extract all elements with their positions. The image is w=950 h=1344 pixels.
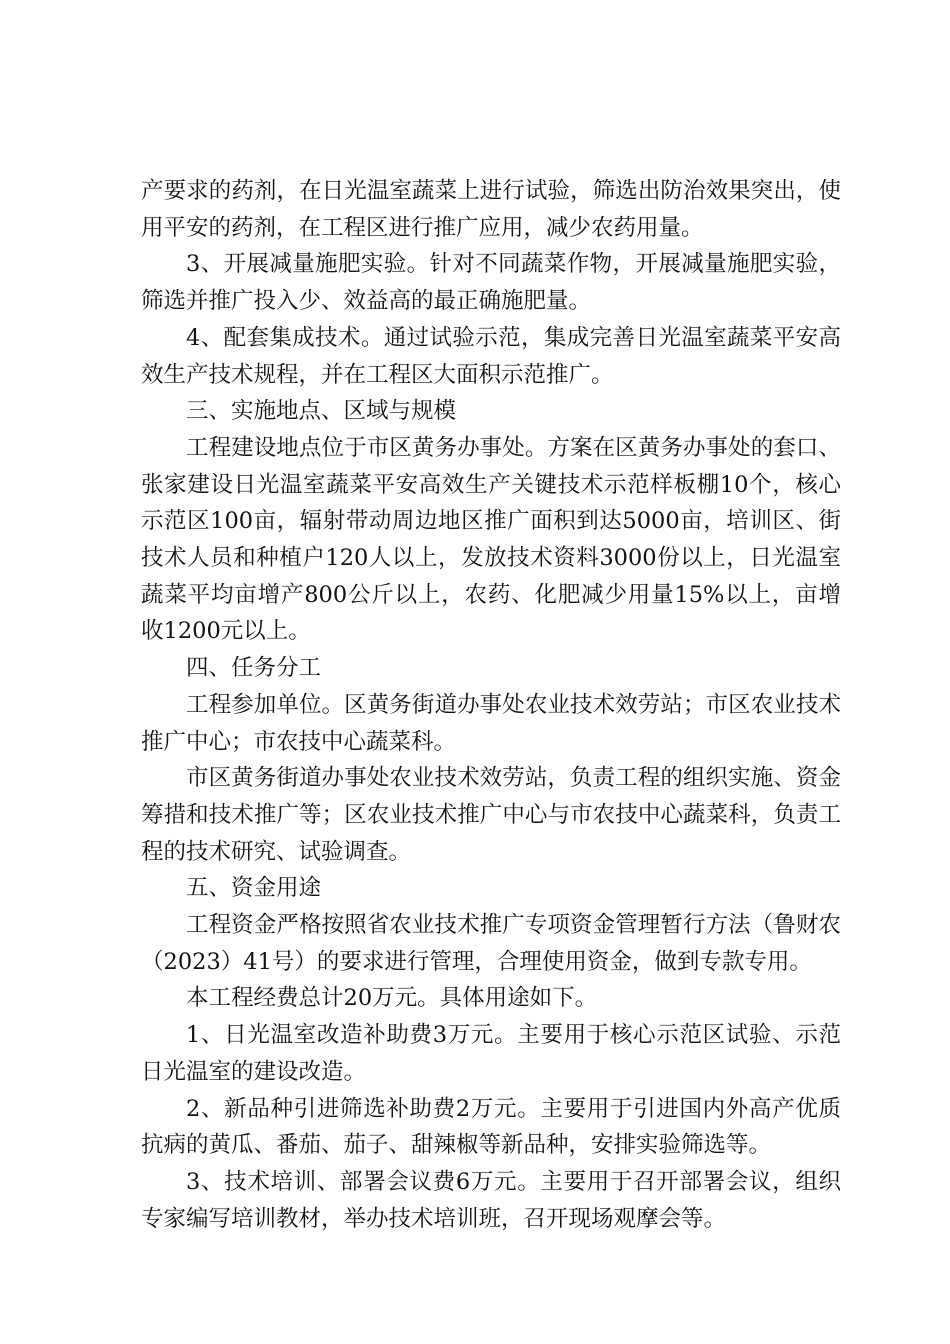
- paragraph-new-varieties: 2、新品种引进筛选补助费2万元。主要用于引进国内外高产优质抗病的黄瓜、番茄、茄子、甜辣椒等新品种，安排实验筛选等。: [141, 1095, 841, 1159]
- paragraph-continuation: 产要求的药剂，在日光温室蔬菜上进行试验，筛选出防治效果突出，使用平安的药剂，在工程区进行推广应用，减少农药用量。: [141, 178, 841, 241]
- paragraph-participating-units: 工程参加单位。区黄务街道办事处农业技术效劳站；市区农业技术推广中心；市农技中心蔬菜科。: [141, 691, 841, 755]
- paragraph-fund-management: 工程资金严格按照省农业技术推广专项资金管理暂行方法（鲁财农（2023）41号）的要求进行管理，合理使用资金，做到专款专用。: [141, 912, 841, 975]
- paragraph-responsibilities: 市区黄务街道办事处农业技术效劳站，负责工程的组织实施、资金筹措和技术推广等；区农业技术推广中心与市农技中心蔬菜科，负责工程的技术研究、试验调查。: [141, 765, 841, 865]
- paragraph-greenhouse-renovation: 1、日光温室改造补助费3万元。主要用于核心示范区试验、示范日光温室的建设改造。: [141, 1022, 841, 1085]
- paragraph-integrated-technology: 4、配套集成技术。通过试验示范，集成完善日光温室蔬菜平安高效生产技术规程，并在工程区大面积示范推广。: [141, 324, 841, 388]
- document-body: [141, 173, 841, 1237]
- section-heading-location: 三、实施地点、区域与规模: [186, 398, 457, 425]
- paragraph-location-scale: 工程建设地点位于市区黄务办事处。方案在区黄务办事处的套口、张家建设日光温室蔬菜平安高效生产关键技术示范样板棚10个，核心示范区100亩，辐射带动周边地区推广面积到达5000亩，培训区、街技术人员和种植户120人以上，发放技术资料3000份以上，日光温室蔬菜平均亩增产800公斤以上，农药、化肥减少用量15%以上，亩增收1200元以上。: [141, 434, 841, 645]
- section-heading-task-division: 四、任务分工: [186, 655, 322, 682]
- paragraph-training-meetings: 3、技术培训、部署会议费6万元。主要用于召开部署会议，组织专家编写培训教材，举办技术培训班，召开现场观摩会等。: [141, 1168, 841, 1232]
- paragraph-fertilizer-experiment: 3、开展减量施肥实验。针对不同蔬菜作物，开展减量施肥实验，筛选并推广投入少、效益高的最正确施肥量。: [141, 251, 841, 315]
- paragraph-total-budget: 本工程经费总计20万元。具体用途如下。: [186, 985, 598, 1012]
- section-heading-funding: 五、资金用途: [186, 875, 322, 902]
